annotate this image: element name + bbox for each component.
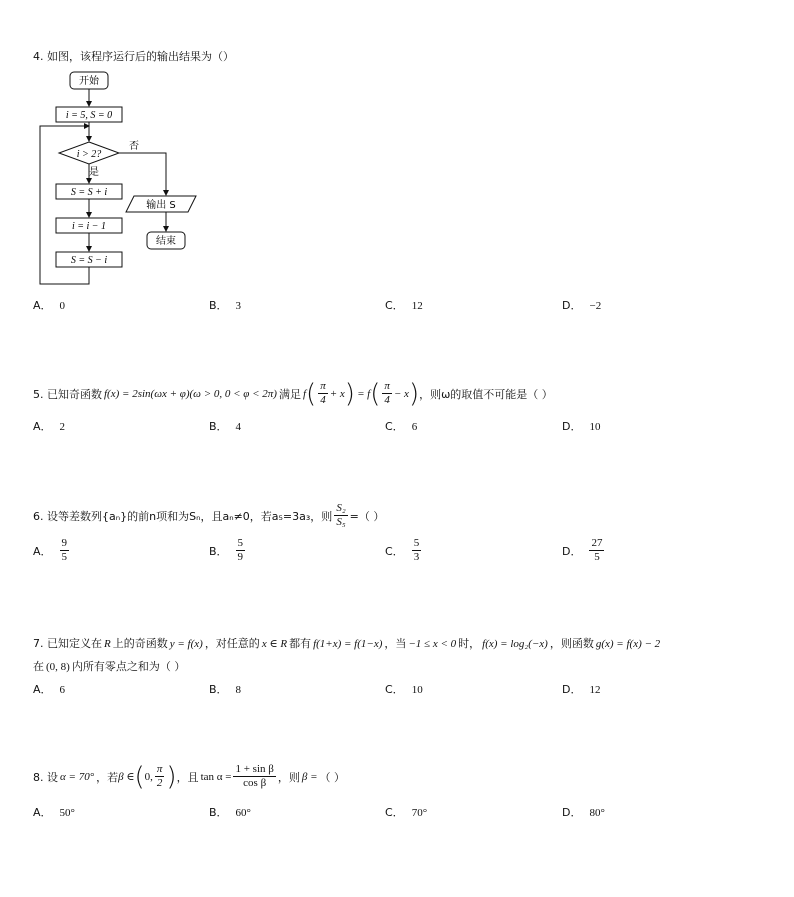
flow-step2-text: i = i − 1	[71, 221, 107, 232]
q4-stem: 4. 如图，该程序运行后的输出结果为（）	[33, 50, 234, 63]
flow-init-text: i = 5, S = 0	[65, 110, 113, 121]
q7-option-c[interactable]: C． 10	[385, 683, 423, 696]
q7-option-b[interactable]: B． 8	[209, 683, 242, 696]
q8-option-b[interactable]: B． 60°	[209, 806, 251, 819]
q6-option-d[interactable]: D． $\frac{27}{5}$	[562, 537, 603, 563]
q8-option-c[interactable]: C． 70°	[385, 806, 428, 819]
q4-option-b[interactable]: B． 3	[209, 299, 242, 312]
flow-yes-label: 是	[89, 167, 99, 178]
flow-end-text: 结束	[156, 236, 176, 247]
q8-option-a[interactable]: A． 50°	[33, 806, 75, 819]
q6-option-b[interactable]: B． $\frac{5}{9}$	[209, 537, 244, 563]
q4-option-d[interactable]: D． −2	[562, 299, 602, 312]
q4-option-a[interactable]: A． 0	[33, 299, 66, 312]
q5-option-c[interactable]: C． 6	[385, 420, 418, 433]
q5-option-b[interactable]: B． 4	[209, 420, 242, 433]
flow-step1-text: S = S + i	[70, 187, 108, 198]
q6-option-c[interactable]: C． $\frac{5}{3}$	[385, 537, 420, 563]
flow-no-label: 否	[129, 141, 139, 152]
flow-condition-text: i > 2?	[76, 149, 102, 160]
q7-stem-line2: 在 (0, 8) 内所有零点之和为（ ）	[33, 660, 186, 673]
q5-stem: 5. 已知奇函数 f(x) = 2sin(ωx + φ)(ω > 0, 0 < φ < 2π) 满足 f ( $\frac{\pi}{4}$ + x ) = f ( $\frac{\pi}{4}$ − x ) ，则ω的取值不可能是（ ）	[33, 378, 553, 409]
flow-start-text: 开始	[79, 76, 99, 87]
q5-option-d[interactable]: D． 10	[562, 420, 601, 433]
q7-option-d[interactable]: D． 12	[562, 683, 601, 696]
q4-option-c[interactable]: C． 12	[385, 299, 423, 312]
flow-step3-text: S = S − i	[70, 255, 108, 266]
q8-option-d[interactable]: D． 80°	[562, 806, 605, 819]
q5-option-a[interactable]: A． 2	[33, 420, 66, 433]
q7-option-a[interactable]: A． 6	[33, 683, 66, 696]
flow-output-text: 输出 S	[146, 200, 176, 211]
q6-stem: 6. 设等差数列{aₙ}的前n项和为Sₙ，且aₙ≠0，若a₅=3a₃，则 $\frac{\text{S₂}}{\text{S₅}}$ =（ ）	[33, 502, 385, 528]
q6-option-a[interactable]: A． $\frac{9}{5}$	[33, 537, 68, 563]
q4-flowchart	[30, 68, 210, 290]
q8-stem: 8. 设 α = 70° ，若 β ∈ ( 0, $\frac{\pi}{2}$ ) ，且 tan α = $\frac{\text{1 + sin β}}{\text{cos β}}$ ，则 β = （ ）	[33, 761, 346, 792]
q7-stem-line1: 7. 已知定义在 R 上的奇函数 y = f(x) ，对任意的 x ∈ R 都有 f(1+x) = f(1−x) ，当 −1 ≤ x < 0 时， f(x) = log₂(−x) ，则函数 g(x) = f(x) − 2	[33, 637, 661, 650]
